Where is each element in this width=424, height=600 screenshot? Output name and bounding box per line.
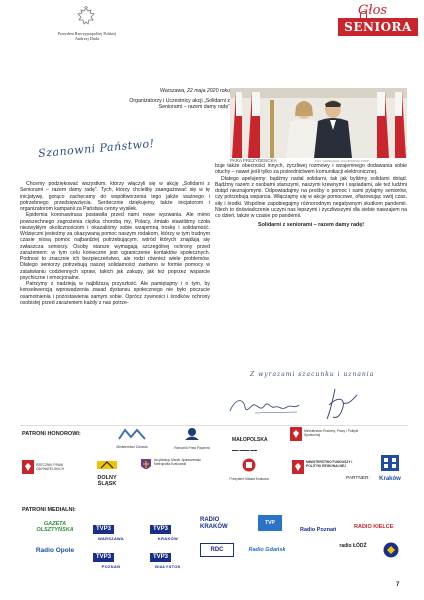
- eagle-red-icon: [292, 460, 304, 474]
- prezydent-krakowa-logo: Prezydent Miasta Krakowa: [225, 458, 273, 481]
- office-name: Prezydent Rzeczypospolitej Polskiej: [57, 31, 117, 36]
- rpp-icon: [183, 427, 201, 441]
- photo-credit: FOT. GRZEGORZ JAKUBOWSKI KPRP: [315, 159, 369, 163]
- media-round-logo: [382, 542, 400, 563]
- photo-illustration: [230, 88, 407, 158]
- partner-label: PARTNER:: [346, 476, 370, 481]
- handwritten-regards: Z wyrazami szacunku i uznania: [250, 371, 375, 378]
- paragraph: buje także obecności innych, życzliwej rozmowy i wzajemnego dodawania sobie otuchy – nawet jeśli tylko za pośrednictwem komunikacji elektronicznej.: [215, 163, 407, 176]
- krakow-crest-icon: [242, 458, 256, 472]
- radio-opole-logo: Radio Opole: [35, 547, 75, 554]
- section-divider: [20, 425, 408, 426]
- malopolska-logo: MAŁOPOLSKA ▬▬ ▬▬▬ ▬▬: [232, 437, 268, 452]
- handwritten-salutation: Szanowni Państwo!: [37, 136, 156, 161]
- rzecznik-praw-pacjenta-logo: Rzecznik Praw Pacjenta: [170, 427, 214, 450]
- hat-icon: [360, 11, 367, 18]
- tvp3-poznan-logo: TVP3 POZNAŃ: [93, 545, 129, 558]
- honorary-patrons-label: PATRONI HONOROWI:: [22, 431, 81, 437]
- page-number: 7: [396, 582, 400, 588]
- closing-slogan: Solidarni z seniorami – razem damy radę!: [257, 222, 365, 229]
- radio-lodz-logo: radio ŁÓDŹ: [339, 543, 367, 549]
- round-logo-icon: [383, 542, 399, 558]
- paragraph: Patrzymy z nadzieją w najbliższą przyszłość. Ale pamiętajmy i o tym, by konsekwencją wprowadzenia zasad dystansu społecznego nie było poczucie osamotnienia i pozostawienia samym sobie. Oprócz żywności i środków ochrony osobistej przed zarażeniem każdy z nas potrze-: [20, 281, 210, 306]
- radio-poznan-logo: Radio Poznań: [300, 527, 337, 533]
- president-name: Andrzej Duda: [74, 36, 100, 41]
- tvp3-krakow-logo: TVP3 KRAKÓW: [150, 517, 186, 530]
- krakow-grid-icon: [381, 455, 399, 471]
- magazine-title-glos: Głos: [358, 3, 388, 18]
- dolny-slask-logo: DOLNY ŚLĄSK: [90, 457, 124, 487]
- media-patrons-label: PATRONI MEDIALNI:: [22, 507, 76, 513]
- tvp3-warszawa-logo: TVP3 WARSZAWA: [93, 517, 129, 530]
- dolny-slask-icon: [96, 460, 118, 470]
- gazeta-olsztynska-logo: GAZETA OLSZTYŃSKA: [36, 521, 74, 533]
- radio-kielce-logo: RADIO KIELCE: [354, 524, 394, 530]
- radio-krakow-logo: RADIO KRAKÓW: [200, 517, 228, 530]
- eagle-red-icon: [22, 460, 34, 474]
- coat-of-arms-icon: [140, 458, 152, 472]
- rzecznik-praw-obywatelskich-logo: RZECZNIK PRAW OBYWATELSKICH: [22, 460, 74, 474]
- tvp3-bialystok-logo: TVP3 BIAŁYSTOK: [150, 545, 186, 558]
- ministerstwo-rodziny-logo: Ministerstwo Rodziny, Pracy i Polityki Społecznej: [290, 427, 360, 441]
- letter-date: Warszawa, 22 maja 2020 roku: [160, 88, 230, 94]
- ministerstwo-funduszy-logo: MINISTERSTWO FUNDUSZY I POLITYKI REGIONALNEJ: [292, 460, 354, 474]
- ministerstwo-zdrowia-logo: Ministerstwo Zdrowia: [112, 427, 152, 449]
- paragraph: Chcemy podziękować wszystkim, którzy włączyli się w akcję „Solidarni z Seniorami – razem damy radę”. Tych, którzy chcieliby zaangażować się w tę inicjatywę, gorąco zachęcamy do współtworzenia tego jakże ważnego i potrzebnego przedsięwzięcia. Serdecznie dziękujemy także inicjatorom i organizatorom kampanii za Państwa cenny wysiłek.: [20, 181, 210, 212]
- letter-left-column: [20, 181, 210, 306]
- polish-eagle-emblem-icon: [76, 6, 96, 30]
- arcybiskup-logo: Arcybiskup Marek Jędraszewski Metropolita Krakowski: [140, 458, 204, 472]
- eagle-red-icon: [290, 427, 302, 441]
- magazine-title-seniora: SENIORA: [338, 18, 418, 36]
- paragraph: Epidemia koronawirusa postawiła przed nami nowe wyzwania. Ale mimo powszechnego zagrożenia ciężka chorobą my, Polacy, śmiało stawiliśmy czoła niezwykłym okolicznościom i okazaliśmy sobie wzajemną troskę i solidarność. Wdzięczni jesteśmy za okazywaną pomoc naszym rodakom, którzy w tym trudnym czasie niosą pomoc najbardziej potrzebującym, wśród których znajdują się zwłaszcza seniorzy. Osoby starsze wymagają szczególnej ochrony przed zarażeniem: w tym celu konieczne jest ograniczenie kontaktów społecznych. Podnosi to znacznie ich bezpieczeństwo, ale rodzi również wiele problemów. Dlatego seniorzy potrzebują naszej solidarności zarówno w formie pomocy w zatatwianiu codziennych spraw, takich jak zakupy, jak też poprzez wsparcie psychiczne i emocjonalne.: [20, 212, 210, 281]
- polskie-radio-rdc-logo: RDC: [200, 543, 236, 557]
- krakow-partner-logo: Kraków: [372, 455, 408, 482]
- paragraph: Dlatego apelujemy: bądźmy nadal solidarni, tak jak byliśmy solidarni dotąd. Bądźmy razem z osobami starszymi, naszymi krewnymi i sąsiadami, ale też ludźmi dotąd nieznajomymi. Odpowiadajmy na prośby o pomoc i sami pytajmy seniorów, czy potrzebują wsparcia. Włączajmy się w akcje pomocowe, ofiarowując swój czas, siły i środki. Wspólnie zapobiegajmy różnorodnym negatywnym skutkom pandemii. Niech to doświadczenie uczyni nas lepszymi i życzliwszymi dla siebie nawzajem na co dzień, także w czasie po pandemii.: [215, 175, 407, 219]
- mz-icon: [117, 428, 147, 440]
- letter-addressee: Organizatorzy i Uczestnicy akcji „Solidarni z Seniorami – razem damy radę”: [129, 98, 230, 111]
- photo-caption: PARA PREZYDENCKA: [230, 158, 277, 163]
- tvp-opole-logo: TVP: [258, 515, 282, 531]
- radio-gdansk-logo: Radio Gdańsk: [248, 547, 286, 553]
- signatures-icon: [225, 385, 375, 423]
- letter-right-column: [215, 163, 407, 229]
- presidential-couple-photo: [230, 88, 407, 158]
